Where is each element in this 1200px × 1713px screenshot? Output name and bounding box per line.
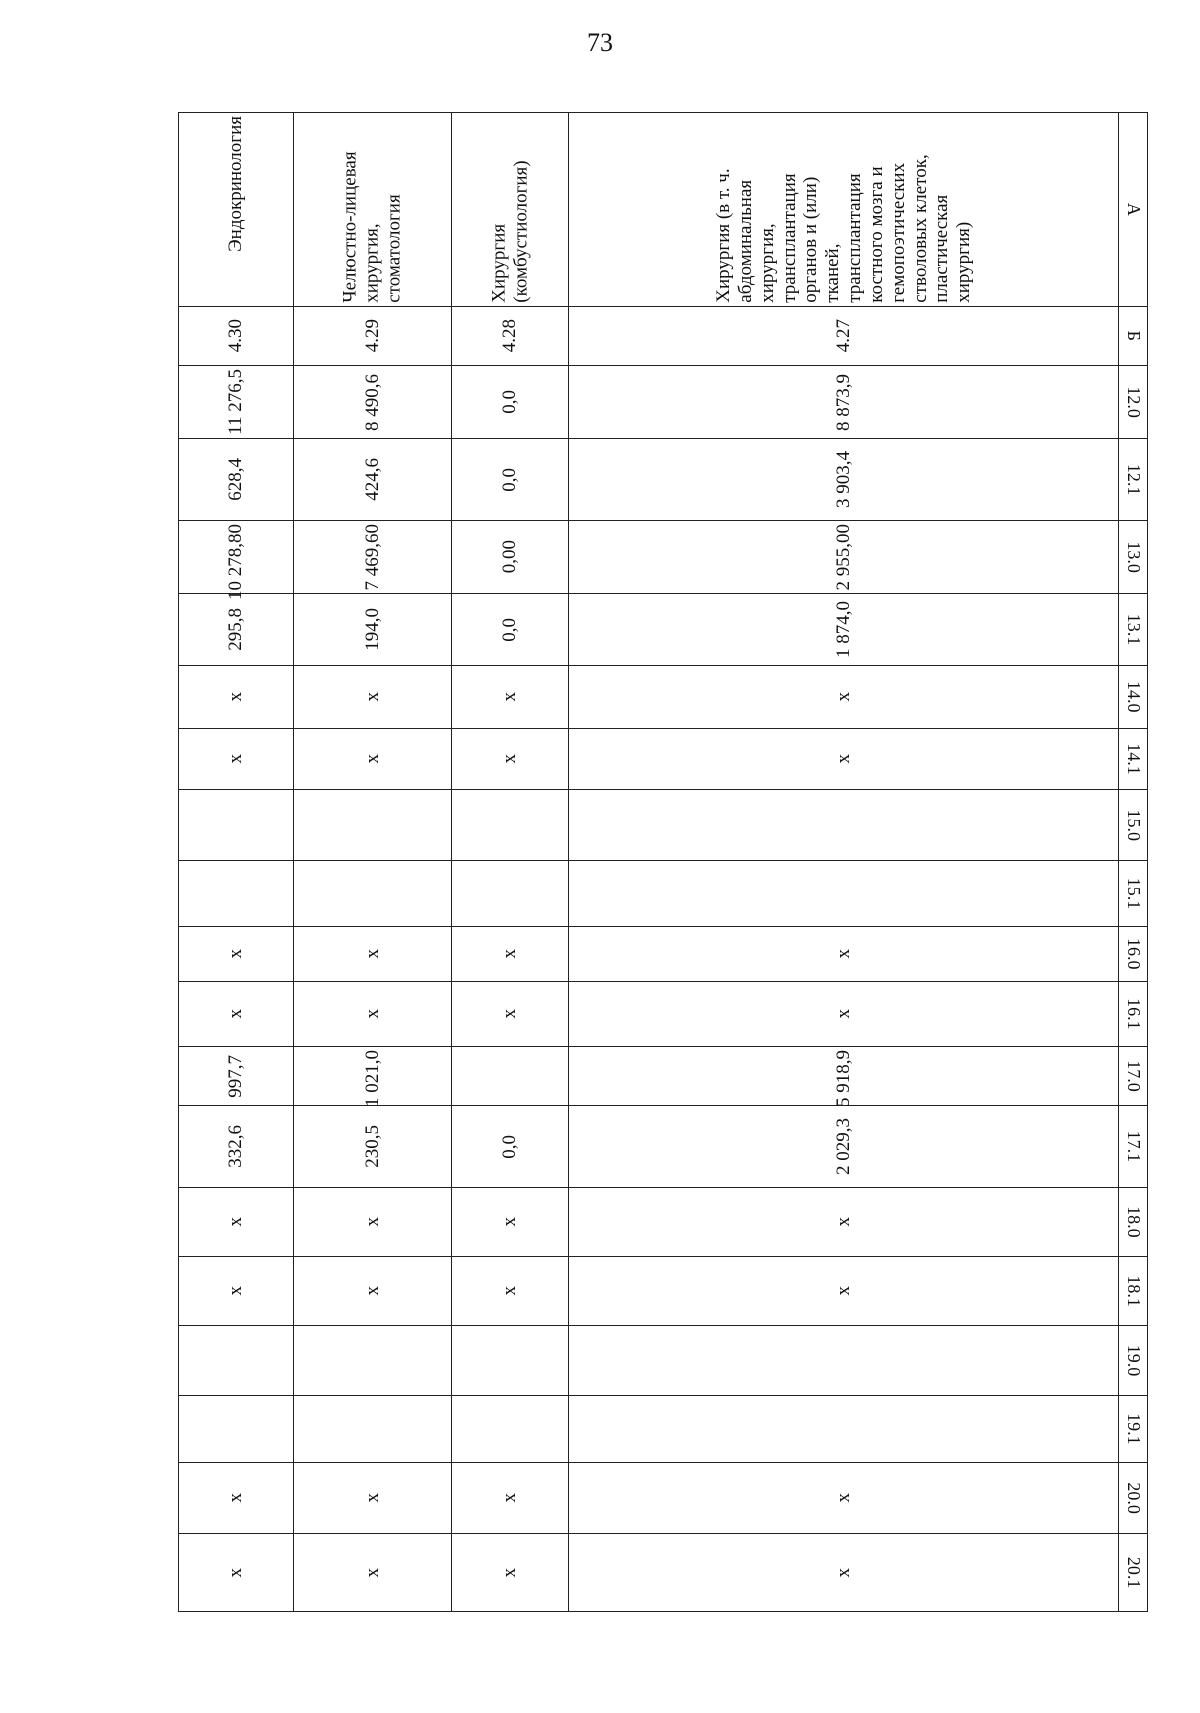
table-row xyxy=(294,113,451,1612)
header-col: 16.1 xyxy=(1119,981,1148,1046)
cell-value: x xyxy=(361,692,383,702)
header-col: 17.1 xyxy=(1119,1106,1148,1188)
header-col: 13.0 xyxy=(1119,520,1148,593)
table-row xyxy=(179,113,295,1612)
table-cell xyxy=(569,594,1119,665)
cell-value: x xyxy=(361,948,383,959)
cell-value: x xyxy=(832,1217,854,1227)
header-col-a: А xyxy=(1119,113,1148,307)
table-cell xyxy=(569,520,1119,593)
table-cell xyxy=(294,1395,451,1462)
cell-value: 424,6 xyxy=(361,458,383,501)
cell-value: x xyxy=(499,754,521,764)
row-code xyxy=(569,306,1119,365)
table-body xyxy=(179,113,1119,1612)
table-cell xyxy=(451,861,569,926)
cell-value: x xyxy=(832,948,854,959)
table-cell xyxy=(569,1534,1119,1612)
table-cell xyxy=(294,365,451,438)
table-cell xyxy=(451,926,569,981)
table-cell xyxy=(179,365,295,438)
cell-value: 11 276,5 xyxy=(225,369,247,435)
table-cell xyxy=(294,520,451,593)
cell-value: x xyxy=(361,1009,383,1019)
row-label xyxy=(569,113,1119,307)
table-cell xyxy=(451,594,569,665)
table-cell xyxy=(569,1046,1119,1105)
table-cell xyxy=(569,1326,1119,1395)
row-label-text: Эндокринология xyxy=(225,116,247,252)
cell-value: x xyxy=(832,1009,854,1019)
page-number: 73 xyxy=(587,28,613,57)
row-code-text: 4.29 xyxy=(361,319,383,353)
table-cell xyxy=(294,926,451,981)
table-cell xyxy=(569,1395,1119,1462)
table-cell xyxy=(569,1187,1119,1256)
table-cell xyxy=(179,1187,295,1256)
cell-value: x xyxy=(499,1009,521,1019)
cell-value: 997,7 xyxy=(225,1054,247,1098)
table-cell xyxy=(451,365,569,438)
table-cell xyxy=(179,861,295,926)
cell-value: 0,0 xyxy=(499,390,521,414)
header-col: 16.0 xyxy=(1119,926,1148,981)
header-col: 19.1 xyxy=(1119,1395,1148,1462)
table-cell xyxy=(451,1534,569,1612)
cell-value: x xyxy=(499,692,521,702)
table-cell xyxy=(451,981,569,1046)
rotated-table-wrapper xyxy=(178,112,1148,1612)
header-col: 13.1 xyxy=(1119,594,1148,665)
row-code xyxy=(294,306,451,365)
cell-value: x xyxy=(361,1493,383,1503)
table-cell xyxy=(294,1106,451,1188)
table-cell xyxy=(451,1046,569,1105)
table-cell xyxy=(569,365,1119,438)
row-label xyxy=(451,113,569,307)
cell-value: x xyxy=(499,1217,521,1227)
cell-value: x xyxy=(499,948,521,959)
cell-value: 194,0 xyxy=(361,608,383,651)
header-col: 12.0 xyxy=(1119,365,1148,438)
table-cell xyxy=(451,665,569,728)
table-cell xyxy=(179,1534,295,1612)
row-code-text: 4.30 xyxy=(225,319,247,353)
cell-value: x xyxy=(361,1567,383,1578)
table-cell xyxy=(451,1462,569,1533)
table-cell xyxy=(294,665,451,728)
table-cell xyxy=(451,1395,569,1462)
cell-value: 332,6 xyxy=(225,1125,247,1168)
header-col: 18.1 xyxy=(1119,1257,1148,1326)
table-cell xyxy=(179,665,295,728)
row-code xyxy=(179,306,295,365)
table-cell xyxy=(451,1106,569,1188)
cell-value: 295,8 xyxy=(225,608,247,651)
table-cell xyxy=(179,1106,295,1188)
table-cell xyxy=(569,1106,1119,1188)
cell-value: x xyxy=(832,692,854,702)
row-label xyxy=(294,113,451,307)
table-cell xyxy=(294,1326,451,1395)
cell-value: 2 029,3 xyxy=(832,1117,854,1175)
table-cell xyxy=(179,926,295,981)
table-cell xyxy=(179,1462,295,1533)
cell-value: 3 903,4 xyxy=(832,451,854,509)
table-cell xyxy=(451,1257,569,1326)
table-cell xyxy=(451,1326,569,1395)
table-cell xyxy=(451,439,569,521)
header-col: 20.0 xyxy=(1119,1462,1148,1533)
cell-value: x xyxy=(832,1493,854,1503)
header-col: 20.1 xyxy=(1119,1534,1148,1612)
cell-value: 0,0 xyxy=(499,617,521,642)
table-cell xyxy=(179,728,295,789)
header-col: 12.1 xyxy=(1119,439,1148,521)
row-code-text: 4.28 xyxy=(499,319,521,353)
table-cell xyxy=(294,1257,451,1326)
table-cell xyxy=(294,861,451,926)
table-cell xyxy=(294,1046,451,1105)
data-table xyxy=(178,112,1148,1612)
cell-value: x xyxy=(225,1493,247,1503)
cell-value: x xyxy=(832,754,854,764)
row-code-text: 4.27 xyxy=(832,319,854,353)
cell-value: 230,5 xyxy=(361,1125,383,1168)
cell-value: x xyxy=(832,1286,854,1296)
table-cell xyxy=(451,790,569,861)
table-cell xyxy=(569,981,1119,1046)
table-cell xyxy=(569,861,1119,926)
cell-value: x xyxy=(499,1493,521,1503)
cell-value: 2 955,00 xyxy=(832,523,854,591)
table-cell xyxy=(294,1462,451,1533)
table-cell xyxy=(569,926,1119,981)
table-cell xyxy=(179,1395,295,1462)
cell-value: 0,0 xyxy=(499,467,521,492)
cell-value: 8 873,9 xyxy=(832,373,854,431)
header-col: 18.0 xyxy=(1119,1187,1148,1256)
table-cell xyxy=(294,981,451,1046)
cell-value: 628,4 xyxy=(225,458,247,501)
row-label-text: Челюстно-лицевая хирургия, стоматология xyxy=(339,151,405,303)
table-cell xyxy=(179,520,295,600)
table-cell xyxy=(294,728,451,789)
header-col: 14.1 xyxy=(1119,728,1148,789)
cell-value: 8 490,6 xyxy=(361,373,383,431)
table-row xyxy=(569,113,1119,1612)
cell-value: 1 874,0 xyxy=(832,600,854,658)
table-cell xyxy=(294,439,451,521)
row-label-text: Хирургия (комбустиология) xyxy=(488,160,532,303)
cell-value: x xyxy=(225,1286,247,1296)
table-cell xyxy=(179,594,295,665)
cell-value: x xyxy=(225,1009,247,1019)
table-cell xyxy=(294,790,451,861)
table-cell xyxy=(569,728,1119,789)
cell-value: x xyxy=(499,1286,521,1296)
table-cell xyxy=(179,439,295,521)
table-cell xyxy=(179,1046,295,1105)
table-cell xyxy=(179,1257,295,1326)
cell-value: 10 278,80 xyxy=(225,523,247,600)
cell-value: x xyxy=(225,1567,247,1578)
table-cell xyxy=(451,728,569,789)
table-cell xyxy=(569,1257,1119,1326)
cell-value: x xyxy=(499,1567,521,1578)
cell-value: 0,0 xyxy=(499,1134,521,1159)
cell-value: x xyxy=(832,1567,854,1578)
row-label xyxy=(179,113,295,307)
cell-value: 1 021,0 xyxy=(361,1049,383,1107)
table-cell xyxy=(569,1462,1119,1533)
table-cell xyxy=(294,1534,451,1612)
header-col: 15.0 xyxy=(1119,790,1148,861)
cell-value: x xyxy=(225,754,247,764)
table-cell xyxy=(294,594,451,665)
cell-value: x xyxy=(225,692,247,702)
header-col: 14.0 xyxy=(1119,665,1148,728)
header-col: 15.1 xyxy=(1119,861,1148,926)
table-row xyxy=(451,113,569,1612)
header-col: 19.0 xyxy=(1119,1326,1148,1395)
table-cell xyxy=(294,1187,451,1256)
table-cell xyxy=(179,1326,295,1395)
cell-value: x xyxy=(225,948,247,959)
table-cell xyxy=(451,1187,569,1256)
row-code xyxy=(451,306,569,365)
cell-value: x xyxy=(361,754,383,764)
table-cell xyxy=(451,520,569,593)
cell-value: x xyxy=(361,1286,383,1296)
cell-value: 0,00 xyxy=(499,540,521,574)
table-cell xyxy=(569,790,1119,861)
header-row xyxy=(1119,113,1148,1612)
table-cell xyxy=(179,981,295,1046)
cell-value: x xyxy=(225,1217,247,1227)
cell-value: x xyxy=(361,1217,383,1227)
header-col-b: Б xyxy=(1119,306,1148,365)
table-cell xyxy=(569,665,1119,728)
header-col: 17.0 xyxy=(1119,1046,1148,1105)
table-cell xyxy=(179,790,295,861)
cell-value: 7 469,60 xyxy=(361,523,383,591)
table-cell xyxy=(569,439,1119,521)
row-label-text: Хирургия (в т. ч. абдоминальная хирургия, трансплантация органов и (или) тканей, трансплантация костного мозга и гемопоэтических стволовых клеток, пластическая хирургия) xyxy=(712,154,975,303)
cell-value: 5 918,9 xyxy=(832,1049,854,1107)
